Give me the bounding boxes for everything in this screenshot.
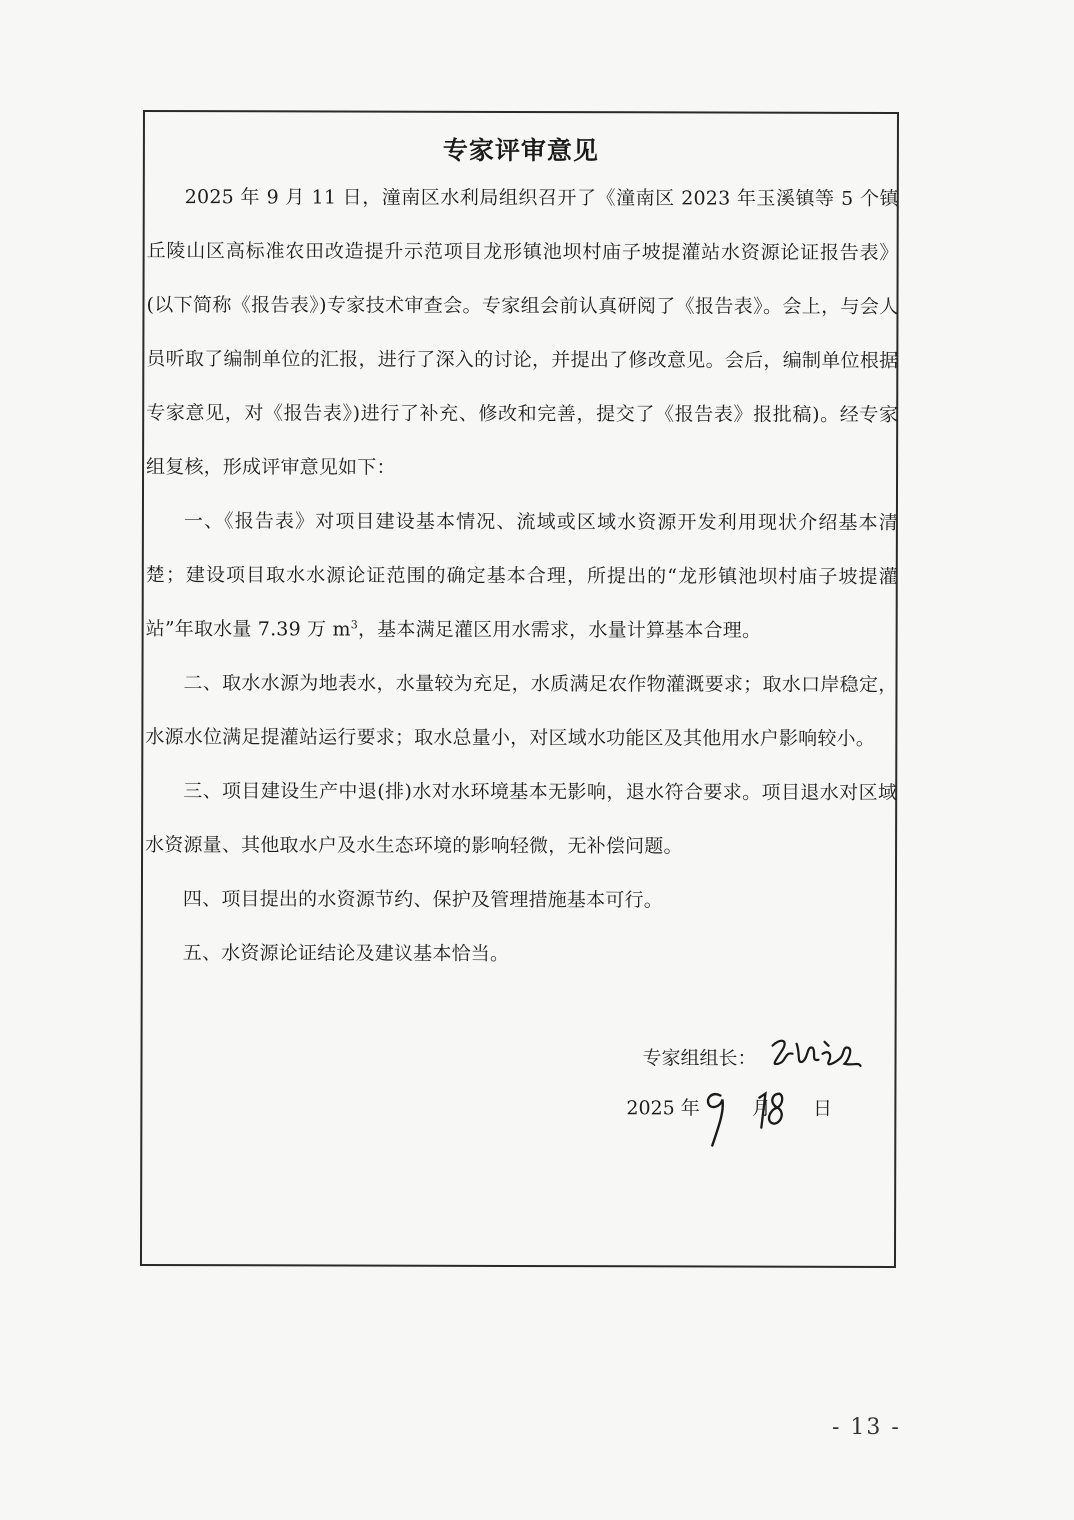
date-day-unit: 日: [812, 1097, 833, 1120]
handwritten-month: [700, 1087, 730, 1149]
review-opinion-frame: [140, 110, 899, 1268]
handwritten-day: [755, 1088, 789, 1134]
paragraph-item-5: [145, 926, 897, 982]
paragraph-intro: [146, 170, 899, 496]
date-month-unit: 月: [751, 1097, 771, 1120]
paragraph-item-1-text: 一、《报告表》对项目建设基本情况、流域或区域水资源开发利用现状介绍基本清楚；建设项目取水水源论证范围的确定基本合理，所提出的“龙形镇池坝村庙子坡提灌站”年取水量 7.39 万 m: [145, 510, 898, 641]
paragraph-item-1-tail: ，基本满足灌区用水需求，水量计算基本合理。: [357, 618, 762, 642]
paragraph-item-4-text: 四、项目提出的水资源节约、保护及管理措施基本可行。: [182, 888, 663, 912]
handwritten-signature: [766, 1032, 862, 1078]
cubic-superscript: 3: [350, 618, 359, 632]
paragraph-item-3: [145, 764, 897, 874]
paragraph-item-5-text: 五、水资源论证结论及建议基本恰当。: [182, 942, 510, 965]
paragraph-item-4: [145, 872, 897, 928]
signature-label: 专家组组长：: [642, 1047, 757, 1070]
date-year: 2025 年: [626, 1097, 700, 1120]
document-title: 专家评审意见: [442, 135, 599, 166]
paragraph-item-1: [146, 494, 898, 658]
paragraph-item-2-text: 二、取水水源为地表水，水量较为充足，水质满足农作物灌溉要求；取水口岸稳定，水源水位满足提灌站运行要求；取水总量小，对区域水功能区及其他用水户影响较小。: [145, 672, 898, 750]
paragraph-intro-text: 2025 年 9 月 11 日，潼南区水利局组织召开了《潼南区 2023 年玉溪镇等 5 个镇丘陵山区高标准农田改造提升示范项目龙形镇池坝村庙子坡提灌站水资源论证报告表》(以下简称《报告表》)专家技术审查会。专家组会前认真研阅了《报告表》。会上，与会人员听取了编制单位的汇报，进行了深入的讨论，并提出了修改意见。会后，编制单位根据专家意见，对《报告表》)进行了补充、修改和完善，提交了《报告表》报批稿)。经专家组复核，形成评审意见如下：: [146, 186, 899, 479]
paragraph-item-2: [145, 656, 897, 766]
paragraph-item-3-text: 三、项目建设生产中退(排)水对水环境基本无影响，退水符合要求。项目退水对区域水资源量、其他取水户及水生态环境的影响轻微，无补偿问题。: [145, 780, 898, 858]
page-number: - 13 -: [832, 1415, 901, 1440]
opinion-body: [145, 170, 899, 982]
